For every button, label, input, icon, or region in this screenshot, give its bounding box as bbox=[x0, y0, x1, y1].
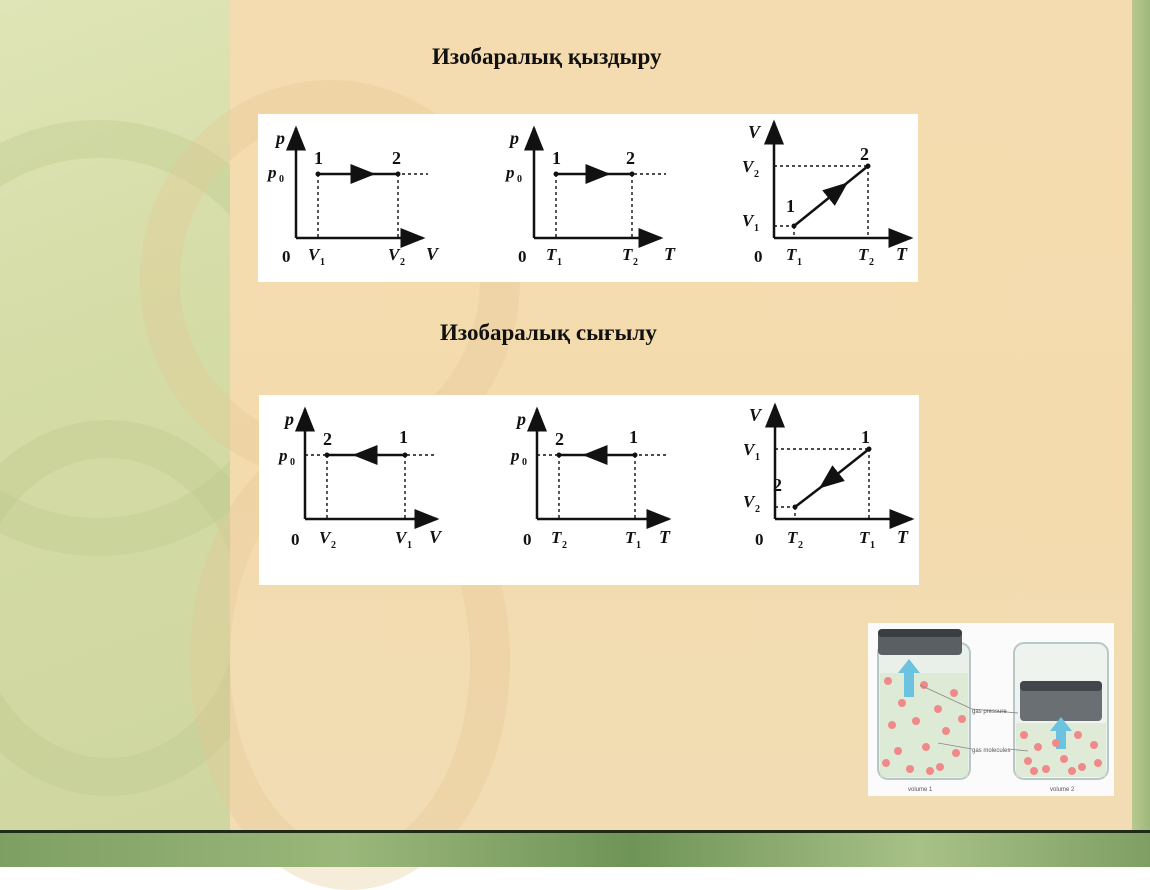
y-axis-label: V bbox=[748, 122, 761, 142]
point-label: 2 bbox=[860, 144, 869, 164]
point-label: 1 bbox=[786, 196, 795, 216]
volume-1-caption: volume 1 bbox=[908, 787, 933, 793]
origin-label: 0 bbox=[518, 247, 527, 266]
low-label: V bbox=[743, 492, 755, 511]
point-label: 2 bbox=[392, 148, 401, 168]
origin-label: 0 bbox=[754, 247, 763, 266]
tick2-sub: 2 bbox=[633, 257, 638, 268]
tick2-label: T bbox=[625, 528, 636, 547]
pt-heating-diagram bbox=[504, 128, 676, 268]
tick2-label: T bbox=[859, 528, 870, 547]
y-axis-label: p bbox=[276, 128, 285, 148]
tick2-sub: 2 bbox=[869, 257, 874, 268]
point-label: 2 bbox=[555, 429, 564, 449]
piston-illustration bbox=[868, 623, 1114, 796]
point-label: 1 bbox=[314, 148, 323, 168]
tick1-label: T bbox=[546, 245, 557, 264]
heading-isobaric-heating: Изобаралық қыздыру bbox=[432, 44, 662, 69]
tick2-sub: 1 bbox=[870, 540, 875, 551]
tick1-sub: 2 bbox=[331, 540, 336, 551]
gas-molecules-label: gas molecules bbox=[972, 748, 1011, 754]
tick1-sub: 1 bbox=[797, 257, 802, 268]
compression-diagrams bbox=[259, 395, 919, 585]
tick1-label: T bbox=[551, 528, 562, 547]
point-label: 2 bbox=[626, 148, 635, 168]
tick2-label: V bbox=[395, 528, 407, 547]
level-sub: 0 bbox=[522, 457, 527, 468]
x-axis-label: T bbox=[896, 244, 907, 264]
low-label: V bbox=[742, 211, 754, 230]
pressure-arrow-icon bbox=[904, 671, 914, 697]
tick1-sub: 2 bbox=[798, 540, 803, 551]
point-label: 1 bbox=[861, 427, 870, 447]
heading-isobaric-compression: Изобаралық сығылу bbox=[440, 320, 657, 345]
y-axis-label: p bbox=[285, 409, 294, 429]
tick2-label: V bbox=[388, 245, 400, 264]
level-sub: 0 bbox=[279, 174, 284, 185]
point-label: 1 bbox=[399, 427, 408, 447]
high-label: V bbox=[742, 157, 754, 176]
origin-label: 0 bbox=[282, 247, 291, 266]
y-axis-label: p bbox=[517, 409, 526, 429]
bottom-decor-band bbox=[0, 830, 1150, 867]
tick2-label: T bbox=[622, 245, 633, 264]
gas-pressure-label: gas pressure bbox=[972, 709, 1007, 715]
pv-compression-diagram bbox=[277, 409, 443, 551]
piston-illustration-svg bbox=[868, 623, 1114, 796]
x-axis-label: T bbox=[897, 527, 908, 547]
x-axis-label: V bbox=[429, 527, 442, 547]
high-sub: 1 bbox=[755, 452, 760, 463]
level-label: p bbox=[511, 446, 520, 465]
level-label: p bbox=[506, 163, 515, 182]
x-axis-label: T bbox=[664, 244, 675, 264]
high-sub: 2 bbox=[754, 169, 759, 180]
tick1-label: V bbox=[319, 528, 331, 547]
compression-diagrams-panel bbox=[259, 395, 919, 585]
high-label: V bbox=[743, 440, 755, 459]
level-sub: 0 bbox=[290, 457, 295, 468]
y-axis-label: V bbox=[749, 405, 762, 425]
heating-diagrams bbox=[258, 114, 918, 282]
vt-heating-diagram bbox=[742, 122, 911, 268]
y-axis-label: p bbox=[510, 128, 519, 148]
volume-2-caption: volume 2 bbox=[1050, 787, 1075, 793]
tick1-label: V bbox=[308, 245, 320, 264]
tick2-sub: 1 bbox=[407, 540, 412, 551]
tick1-label: T bbox=[787, 528, 798, 547]
origin-label: 0 bbox=[755, 530, 764, 549]
level-label: p bbox=[268, 163, 277, 182]
point-label: 2 bbox=[323, 429, 332, 449]
heating-diagrams-panel bbox=[258, 114, 918, 282]
point-label: 2 bbox=[773, 475, 782, 495]
x-axis-label: T bbox=[659, 527, 670, 547]
low-sub: 2 bbox=[755, 504, 760, 515]
tick1-sub: 1 bbox=[557, 257, 562, 268]
tick1-sub: 1 bbox=[320, 257, 325, 268]
level-label: p bbox=[279, 446, 288, 465]
low-sub: 1 bbox=[754, 223, 759, 234]
tick1-sub: 2 bbox=[562, 540, 567, 551]
level-sub: 0 bbox=[517, 174, 522, 185]
point-label: 1 bbox=[629, 427, 638, 447]
origin-label: 0 bbox=[291, 530, 300, 549]
tick2-sub: 1 bbox=[636, 540, 641, 551]
x-axis-label: V bbox=[426, 244, 439, 264]
origin-label: 0 bbox=[523, 530, 532, 549]
pt-compression-diagram bbox=[509, 409, 671, 551]
point-label: 1 bbox=[552, 148, 561, 168]
right-decor-stripe bbox=[1132, 0, 1150, 832]
tick2-sub: 2 bbox=[400, 257, 405, 268]
tick2-label: T bbox=[858, 245, 869, 264]
pv-heating-diagram bbox=[266, 128, 440, 268]
vt-compression-diagram bbox=[743, 405, 912, 551]
tick1-label: T bbox=[786, 245, 797, 264]
